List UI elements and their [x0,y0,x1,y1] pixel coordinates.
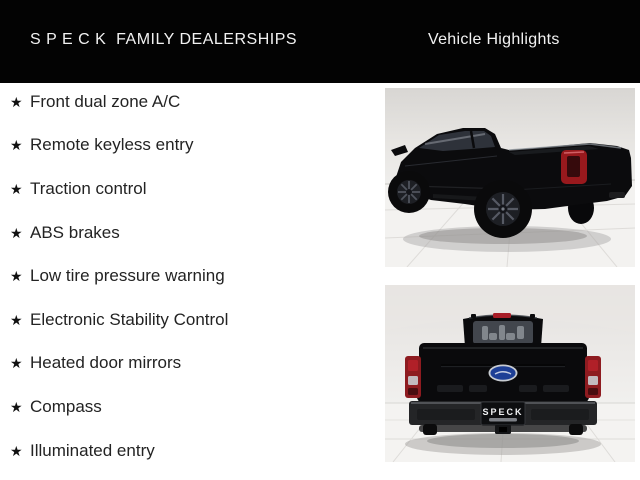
feature-label: Heated door mirrors [30,353,182,373]
header-bar [0,0,640,83]
third-brake-light [493,313,511,318]
star-icon: ★ [10,398,23,415]
license-plate-text: SPECK [482,407,524,417]
rear-window [473,321,533,344]
feature-label: Illuminated entry [30,440,155,460]
ford-badge [489,365,518,382]
left-taillight [405,356,421,398]
vehicle-photo-rear [385,285,635,462]
feature-item [10,254,375,298]
feature-label: Remote keyless entry [30,135,194,155]
plate-frame-subtext [489,418,517,422]
star-icon: ★ [10,311,23,328]
feature-label: Front dual zone A/C [30,91,181,111]
rear-wheel [474,180,532,238]
star-icon: ★ [10,93,23,110]
feature-item [10,167,375,211]
feature-item [10,342,375,386]
star-icon: ★ [10,137,23,154]
feature-item [10,124,375,168]
star-icon: ★ [10,180,23,197]
star-icon: ★ [10,268,23,285]
feature-item [10,298,375,342]
right-taillight [585,356,601,398]
truck-rear-illustration [385,285,635,462]
truck-rear-quarter-illustration [385,88,635,267]
feature-label: Electronic Stability Control [30,309,229,329]
feature-label: Traction control [30,178,147,198]
feature-label: ABS brakes [30,222,120,242]
vehicle-photo-rear-quarter [385,88,635,267]
feature-item [10,385,375,429]
front-wheel [388,171,430,213]
feature-label: Compass [30,396,102,416]
taillight [561,150,587,184]
license-plate [481,402,525,425]
feature-item [10,80,375,124]
star-icon: ★ [10,355,23,372]
feature-list [10,80,375,472]
star-icon: ★ [10,224,23,241]
star-icon: ★ [10,442,23,459]
dealership-name: S P E C K FAMILY DEALERSHIPS [30,31,298,48]
feature-item [10,429,375,473]
feature-label: Low tire pressure warning [30,266,225,286]
page-title: Vehicle Highlights [428,31,560,48]
feature-item [10,211,375,255]
